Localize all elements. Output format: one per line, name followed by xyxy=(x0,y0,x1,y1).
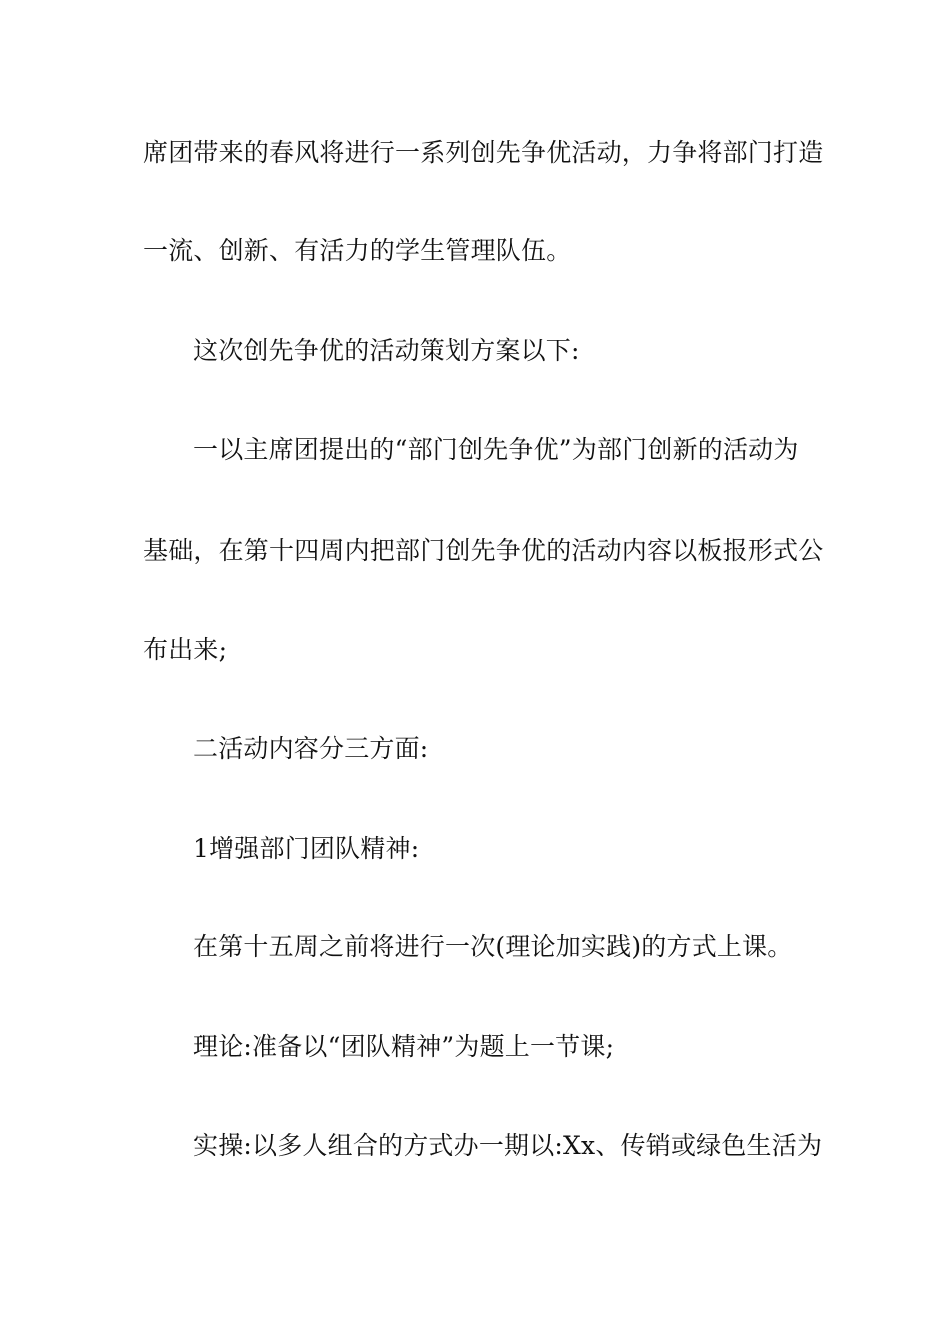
paragraph-line: 席团带来的春风将进行一系列创先争优活动，力争将部门打造 xyxy=(143,138,824,167)
paragraph-line: 一流、创新、有活力的学生管理队伍。 xyxy=(143,236,572,265)
paragraph-line: 一以主席团提出的“部门创先争优”为部门创新的活动为 xyxy=(193,435,799,464)
paragraph-line: 理论:准备以“团队精神”为题上一节课; xyxy=(193,1032,615,1061)
paragraph-line: 二活动内容分三方面: xyxy=(193,734,429,763)
paragraph-line: 1增强部门团队精神: xyxy=(193,834,420,863)
paragraph-line: 基础，在第十四周内把部门创先争优的活动内容以板报形式公 xyxy=(143,536,824,565)
paragraph-line: 这次创先争优的活动策划方案以下: xyxy=(193,336,580,365)
paragraph-line: 实操:以多人组合的方式办一期以:Xx、传销或绿色生活为 xyxy=(193,1131,823,1160)
paragraph-line: 在第十五周之前将进行一次(理论加实践)的方式上课。 xyxy=(193,932,793,961)
paragraph-line: 布出来; xyxy=(143,635,228,664)
